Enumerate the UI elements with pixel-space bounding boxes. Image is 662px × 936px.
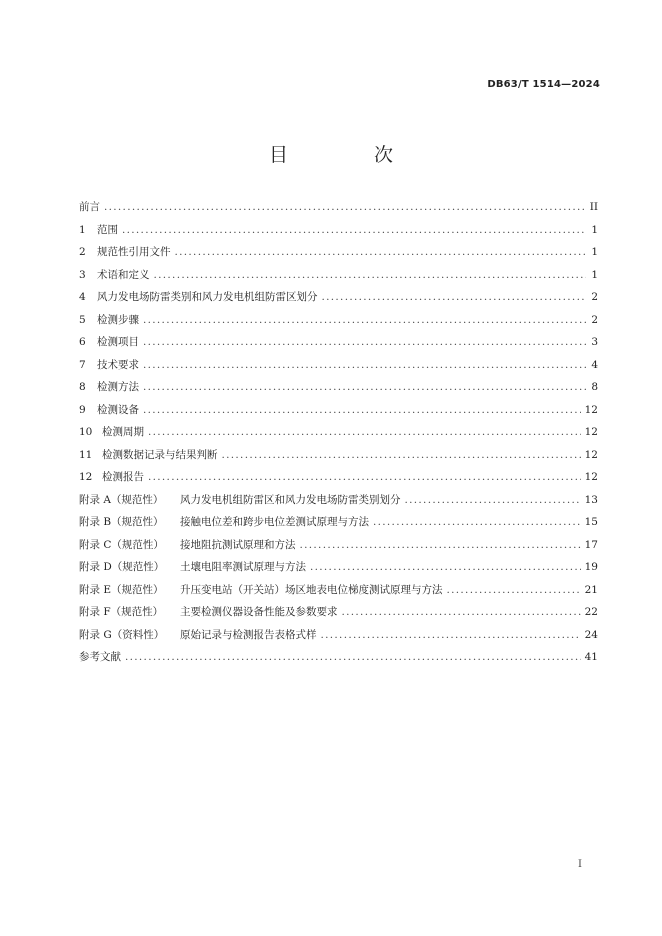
toc-entry-title: 前言 [79,201,100,213]
toc-entry-title: 土壤电阻率测试原理与方法 [180,561,306,573]
toc-entry[interactable] [79,604,598,627]
toc-page-number: 12 [584,448,598,461]
dot-leader [143,314,586,326]
toc-entry-title: 技术要求 [97,358,139,371]
toc-entry[interactable] [79,312,598,335]
toc-page-number: 21 [584,583,598,596]
toc-entry-title: 接触电位差和跨步电位差测试原理与方法 [180,516,369,528]
toc-entry-title: 检测报告 [102,471,144,483]
toc-entry[interactable] [79,492,598,515]
toc-page-number: 1 [591,268,598,281]
toc-entry[interactable] [79,199,598,222]
toc-entry-title: 检测设备 [97,403,139,416]
standard-code: DB63/T 1514—2024 [487,79,600,90]
toc-section-number: 2 [79,246,86,258]
toc-entry-title: 升压变电站（开关站）场区地表电位梯度测试原理与方法 [180,583,443,596]
toc-appendix-label: 附录 D（规范性） [79,561,165,573]
page-number: I [578,859,582,870]
toc-entry-title: 主要检测仪器设备性能及参数要求 [180,606,338,618]
toc-entry-title: 术语和定义 [97,268,150,281]
toc-entry[interactable] [79,537,598,560]
toc-page-number: 8 [591,381,598,393]
toc-page-number: 41 [584,651,598,663]
toc-entry-title: 接地阻抗测试原理和方法 [180,538,296,551]
toc-page-number: 4 [591,358,598,371]
toc-entry-title: 风力发电机组防雷区和风力发电场防雷类别划分 [180,493,401,506]
dot-leader [122,224,586,236]
dot-leader [125,651,581,663]
toc-section-number: 4 [79,291,86,303]
table-of-contents [79,199,598,672]
toc-page-number: 19 [584,561,598,573]
dot-leader [175,246,587,258]
dot-leader [300,539,581,551]
toc-page-number: II [589,201,598,213]
dot-leader [104,201,586,213]
toc-entry-title: 规范性引用文件 [97,246,171,258]
dot-leader [154,269,587,281]
toc-entry[interactable] [79,424,598,447]
toc-page-number: 12 [584,403,598,416]
toc-page-number: 12 [584,471,598,483]
toc-section-number: 8 [79,381,86,393]
toc-entry[interactable] [79,627,598,650]
toc-page-number: 1 [591,223,598,236]
toc-section-number: 11 [79,448,93,461]
dot-leader [373,516,581,528]
dot-leader [405,494,581,506]
toc-page-number: 3 [591,336,598,348]
toc-entry-title: 范围 [97,223,118,236]
toc-page-number: 24 [584,628,598,641]
dot-leader [222,449,581,461]
toc-section-number: 9 [79,403,86,416]
toc-page-number: 12 [584,426,598,438]
dot-leader [143,404,581,416]
toc-page-number: 13 [584,493,598,506]
toc-entry[interactable] [79,402,598,425]
toc-entry[interactable] [79,559,598,582]
toc-entry[interactable] [79,334,598,357]
toc-appendix-label: 附录 C（规范性） [79,538,164,551]
dot-leader [322,291,587,303]
dot-leader [148,471,581,483]
toc-entry-title: 检测周期 [102,426,144,438]
toc-entry[interactable] [79,514,598,537]
toc-section-number: 12 [79,471,93,483]
dot-leader [342,606,581,618]
toc-entry[interactable] [79,357,598,380]
toc-page-number: 17 [584,538,598,551]
toc-section-number: 6 [79,336,86,348]
dot-leader [143,359,586,371]
toc-entry[interactable] [79,649,598,672]
toc-section-number: 3 [79,268,86,281]
toc-section-number: 10 [79,426,93,438]
toc-appendix-label: 附录 E（规范性） [79,583,164,596]
toc-entry[interactable] [79,267,598,290]
toc-appendix-label: 附录 G（资料性） [79,628,165,641]
toc-entry-title: 原始记录与检测报告表格式样 [180,628,317,641]
dot-leader [321,629,581,641]
dot-leader [148,426,581,438]
toc-page-number: 2 [591,313,598,326]
toc-entry-title: 参考文献 [79,651,121,663]
toc-entry-title: 检测数据记录与结果判断 [102,448,218,461]
toc-page-number: 15 [584,516,598,528]
dot-leader [310,561,581,573]
toc-entry-title: 风力发电场防雷类别和风力发电机组防雷区划分 [97,291,318,303]
dot-leader [143,381,586,393]
toc-entry[interactable] [79,447,598,470]
toc-page-number: 22 [584,606,598,618]
toc-section-number: 1 [79,223,86,236]
toc-entry[interactable] [79,469,598,492]
toc-entry[interactable] [79,582,598,605]
toc-entry-title: 检测步骤 [97,313,139,326]
page-title: 目 次 [268,144,434,166]
toc-section-number: 5 [79,313,86,326]
toc-entry-title: 检测方法 [97,381,139,393]
toc-entry[interactable] [79,244,598,267]
toc-section-number: 7 [79,358,86,371]
toc-page-number: 1 [591,246,598,258]
toc-appendix-label: 附录 B（规范性） [79,516,164,528]
toc-appendix-label: 附录 A（规范性） [79,493,164,506]
dot-leader [143,336,586,348]
toc-appendix-label: 附录 F（规范性） [79,606,164,618]
toc-entry[interactable] [79,289,598,312]
toc-entry[interactable] [79,379,598,402]
toc-page-number: 2 [591,291,598,303]
toc-entry[interactable] [79,222,598,245]
dot-leader [447,584,581,596]
toc-entry-title: 检测项目 [97,336,139,348]
